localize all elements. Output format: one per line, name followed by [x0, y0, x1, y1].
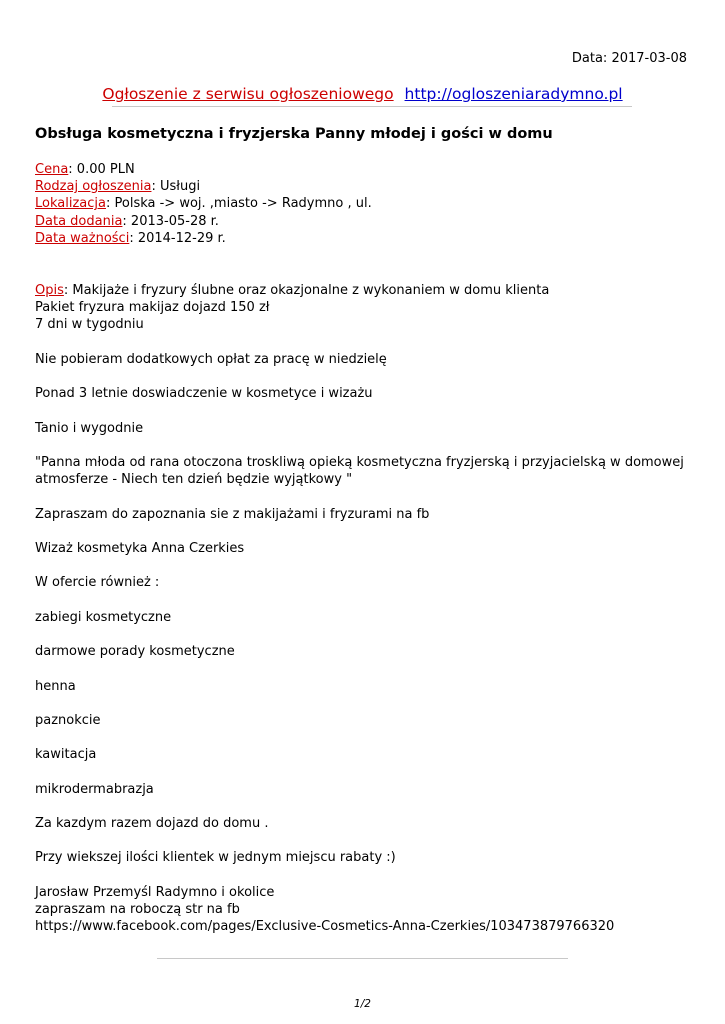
- description-intro: [35, 282, 684, 334]
- page-number: 1/2: [354, 998, 371, 1010]
- description-line: "Panna młoda od rana otoczona troskliwą opieką kosmetyczna fryzjerską i przyjacielską w domowej: [35, 454, 684, 470]
- meta-label: Data dodania: [35, 213, 123, 229]
- meta-label: Rodzaj ogłoszenia: [35, 179, 152, 195]
- description-line: Nie pobieram dodatkowych opłat za pracę w niedzielę: [35, 351, 387, 367]
- description-line: paznokcie: [35, 712, 101, 728]
- description-paragraphs: [35, 351, 684, 936]
- description-paragraph: [35, 506, 684, 523]
- description-paragraph: [35, 746, 684, 763]
- meta-row-price: [35, 161, 372, 178]
- meta-label: Cena: [35, 162, 69, 177]
- description-line: Tanio i wygodnie: [35, 420, 144, 436]
- description-paragraph: [35, 781, 684, 798]
- description-paragraph: [35, 849, 684, 866]
- description-line: zabiegi kosmetyczne: [35, 609, 172, 625]
- service-link[interactable]: Ogłoszenie z serwisu ogłoszeniowego: [102, 85, 394, 103]
- meta-row-type: [35, 178, 372, 195]
- description-paragraph: [35, 574, 684, 591]
- listing-title: Obsługa kosmetyczna i fryzjerska Panny młodej i gości w domu: [35, 126, 553, 142]
- description-paragraph: [35, 884, 684, 936]
- description-first-line: [35, 282, 684, 299]
- description-line: Przy wiekszej ilości klientek w jednym miejscu rabaty :): [35, 850, 396, 866]
- description-line: 7 dni w tygodniu: [35, 317, 144, 333]
- meta-label: Lokalizacja: [35, 196, 106, 212]
- listing-description: [35, 282, 684, 935]
- description-line: Ponad 3 letnie doswiadczenie w kosmetyce i wizażu: [35, 386, 373, 402]
- description-line: W ofercie również :: [35, 575, 160, 591]
- meta-value: : 0.00 PLN: [68, 162, 135, 177]
- description-paragraph: [35, 420, 684, 437]
- description-line: Pakiet fryzura makijaz dojazd 150 zł: [35, 300, 270, 316]
- description-line: Wizaż kosmetyka Anna Czerkies: [35, 540, 245, 556]
- description-paragraph: [35, 815, 684, 832]
- description-paragraph: [35, 678, 684, 695]
- description-label: Opis: [35, 283, 64, 298]
- meta-value: : Usługi: [151, 179, 201, 195]
- description-paragraph: [35, 609, 684, 626]
- description-line: henna: [35, 678, 76, 694]
- description-line: mikrodermabrazja: [35, 781, 154, 797]
- description-paragraph: [35, 385, 684, 402]
- description-line: Za kazdym razem dojazd do domu .: [35, 816, 269, 832]
- description-paragraph: [35, 643, 684, 660]
- description-line: darmowe porady kosmetyczne: [35, 644, 235, 660]
- description-paragraph: [35, 540, 684, 557]
- meta-row-date-added: [35, 213, 372, 230]
- description-paragraph: [35, 351, 684, 368]
- footer-divider: [157, 958, 568, 959]
- meta-value: : Polska -> woj. ,miasto -> Radymno , ul.: [105, 196, 372, 212]
- description-paragraph: [35, 712, 684, 729]
- description-line: kawitacja: [35, 747, 97, 763]
- description-line: Jarosław Przemyśl Radymno i okolice: [35, 884, 275, 900]
- description-line: Zapraszam do zapoznania sie z makijażami i fryzurami na fb: [35, 506, 430, 522]
- description-line: https://www.facebook.com/pages/Exclusive-Cosmetics-Anna-Czerkies/103473879766320: [35, 919, 615, 935]
- meta-value: : 2014-12-29 r.: [129, 230, 226, 246]
- description-line: atmosferze - Niech ten dzień będzie wyjątkowy ": [35, 472, 353, 488]
- meta-value: : 2013-05-28 r.: [122, 213, 219, 229]
- date-stamp: Data: 2017-03-08: [571, 51, 687, 66]
- meta-row-location: [35, 195, 372, 212]
- description-paragraph: [35, 454, 684, 488]
- meta-label: Data ważności: [35, 230, 130, 246]
- site-url-link[interactable]: http://ogloszeniaradymno.pl: [404, 85, 623, 103]
- source-header: [0, 84, 725, 104]
- description-text: : Makijaże i fryzury ślubne oraz okazjonalne z wykonaniem w domu klienta: [63, 283, 550, 298]
- listing-meta: [35, 161, 372, 247]
- meta-row-expiry: [35, 230, 372, 247]
- header-divider: [112, 106, 632, 107]
- description-line: zapraszam na roboczą str na fb: [35, 902, 240, 918]
